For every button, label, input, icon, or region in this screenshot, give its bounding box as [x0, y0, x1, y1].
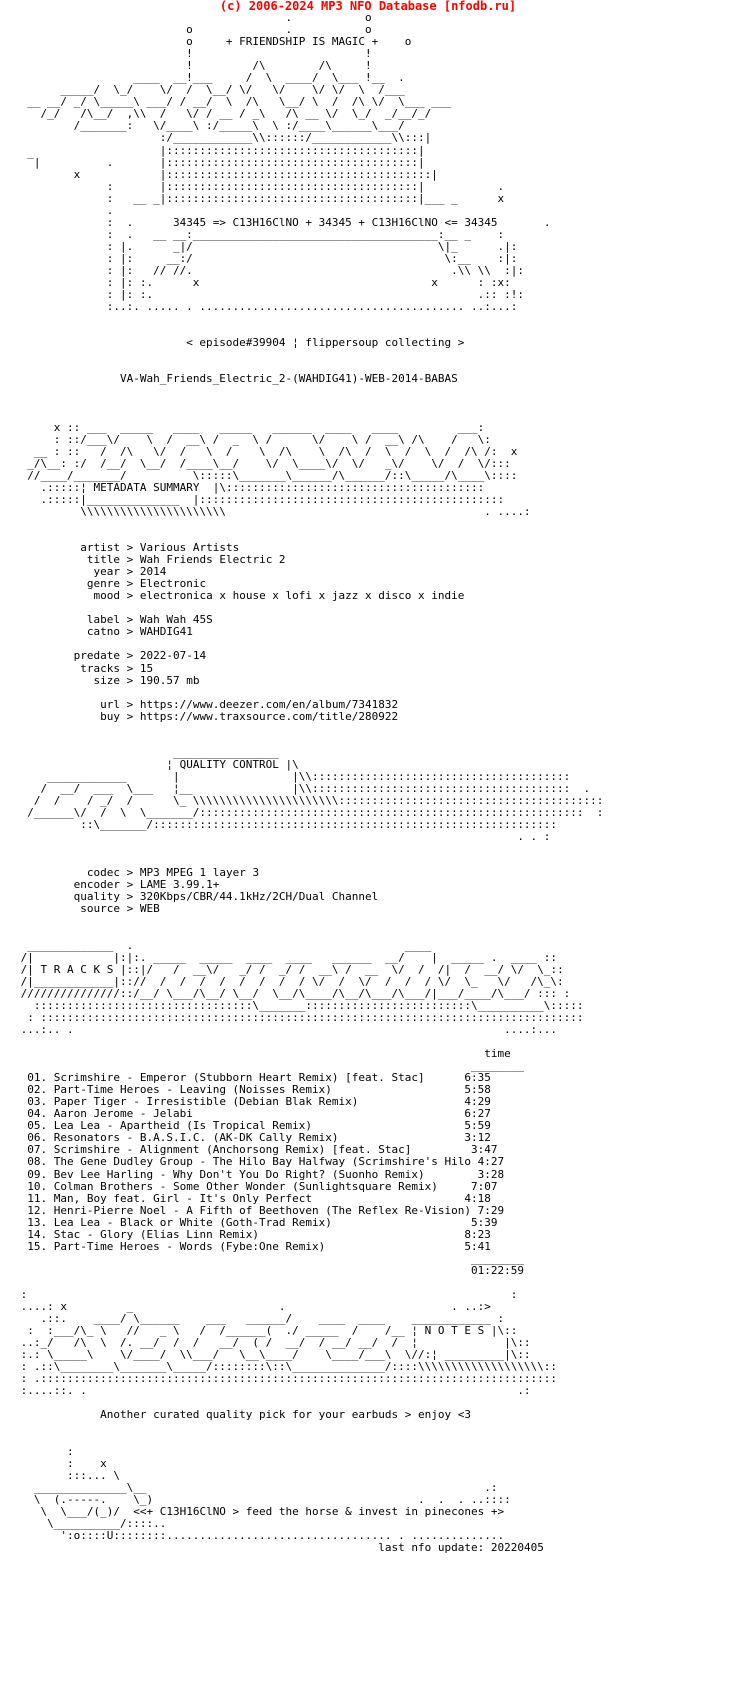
meta-key-buy: buy: [100, 709, 120, 723]
track-time: 5:41: [464, 1239, 491, 1253]
copyright-text: (c) 2006-2024 MP3 NFO Database [nfodb.ru]: [219, 0, 517, 13]
track-time: 5:59: [464, 1119, 491, 1133]
meta-key-mood: mood: [93, 589, 120, 603]
meta-key-label: label: [86, 613, 120, 627]
track-title: Lea Lea - Black or White (Goth-Trad Remix): [53, 1215, 332, 1229]
track-no: 03.: [27, 1095, 48, 1109]
release-name: VA-Wah_Friends_Electric_2-(WAHDIG41)-WEB-2014-BABAS: [119, 372, 458, 386]
track-time: 3:47: [470, 1143, 498, 1157]
track-time: 3:28: [477, 1167, 505, 1181]
meta-value-predate: 2022-07-14: [139, 649, 207, 663]
meta-key-artist: artist: [80, 541, 120, 555]
tracks-heading: T R A C K S: [40, 962, 114, 976]
qc-value-codec: MP3 MPEG 1 layer 3: [139, 866, 260, 880]
qc-key-source: source: [80, 902, 120, 916]
meta-key-tracks: tracks: [80, 661, 120, 675]
notes-heading: N O T E S: [424, 1324, 485, 1338]
track-title: Part-Time Heroes - Words (Fybe:One Remix): [53, 1239, 326, 1253]
meta-value-artist: Various Artists: [139, 541, 240, 555]
track-time: 4:18: [464, 1191, 491, 1205]
track-title: Paper Tiger - Irresistible (Debian Blak Remix): [53, 1095, 359, 1109]
track-title: Colman Brothers - Some Other Wonder (Sunlightsquare Remix): [53, 1179, 438, 1193]
episode-line: < episode#39904 ¦ flippersoup collecting >: [186, 336, 465, 350]
track-title: Scrimshire - Emperor (Stubborn Heart Remix) [feat. Stac]: [53, 1071, 425, 1085]
nfo-document: . o o . o o + FRIENDSHIP IS MAGIC + o ! ! ! /\ /\ ! ____ __!___ / \ ____/ \___ !__ . _____/ \_/ \/ / \__/ \/ \/ \/ \/ \ /___ __ __/ _/ \_____\ ___/ / __/ \ /\ \__/ \ / /\ \/ \___ ___ /_/ /\__/ ,\\ / \/ / __ / _\ /\ __ \/ \_/ _/__/_/ /_______: \/____\ :/_____\ \ :/____\______\___/ :/____________\\::::::/____________\\:::| |::::::::::::::::::::::::::::::::::::::| ‾| . |::::::::::::::::::::::::::::::::::::::| x |::::::::::::::::::::::::::::::::::::::::| : |::::::::::::::::::::::::::::::::::::::| . : __ _|::::::::::::::::::::::::::::::::::::::|___ _ x . : . 34345 => C13H16ClNO + 34345 + C13H16ClNO <= 34345 . : . __ __:_____________________________________:__ _ : : |. _|/ \|_ .|: : |: __:/ \:__ :|: : |: // //. .\\ \\ :|: : |: :. x x : :x: : |: :. .:: :!: :..:. ..... . ........................................ ..:...: < episode#39904 ¦ flippersoup collecting > VA-Wah_Friends_Electric_2-(WAHDIG41)-WEB-2014-BABAS x :: ___ _____ ____ _____ ______ ____ ____ ___: : ::/___\/ \ / __\ / _ \ / \/ \ / __\ /\ / \: __ : :: / /\ \/ / \ / \ /\ \ /\ / \ / \ / /\ /: x _/\__: :/ /__/ \__/ /____\__/ \/ \____\/ \/ _\/ \/ / \/::: //____/_______/ \:::::\_______\______/\______/::\_____/\____\:::: .:::::¦ METADATA SUMMARY |\::::::::::::::::::::::::::::::::::::::: .:::::|______________ |:::::::::::::::::::::::::::::::::::::::::::::: \\\\\\\\\\\\\\\\\\\\\\ . ....: artist > Various Artists title > Wah Friends Electric 2 year > 2014 genre > Electronic mood > electronica x house x lofi x jazz x disco x indie label > Wah Wah 45S catno > WAHDIG41 predate > 2022-07-14 tracks > 15 size > 190.57 mb url > https://www.deezer.com/en/album/7341832 buy > https://www.traxsource.com/title/280922 ________________ ¦ QUALITY CONTROL |\ ____________ | |\\::::::::::::::::::::::::::::::::::::::: / __/ ___ \___ ¦__ |\\::::::::::::::::::::::::::::::::::::::: . / / / _/ / \_ \\\\\\\\\\\\\\\\\\\\\\:::::::::::::::::::::::::::::::::::::::: /______\/ / \ \_______/:::::::::::::::::::::::::::::::::::::::::::::::::::::::::: : ::\_______/::::::::::::::::::::::::::::::::::::::::::::::::::::::::::::: . . : codec > MP3 MPEG 1 layer 3 encoder > LAME 3.99.1+ quality > 320Kbps/CBR/44.1kHz/2CH/Dual Channel source > WEB _____________ . ____ /| |:|:. _____ _____ ____ ____ ______ __/ | _____ . ____ :: /| T R A C K S |::|/ / __\/ _/ / _/ / __\ / __ \/ / /| / __/ \/ \_:: /|____________|::// / / / / / / / / \/ / \/ / / / \/ \_ \/ /\_\: ///////////////::/__/ \___/\__/ \__/ \__/\____/\__/\___/\___/|___/____/\___/ ::: : :::::::::::::::::::::::::::::::::\_______:::::::::::::::::::::::::\__________\::::: : :::::::::::::::::::::::::::::::::::::::::::::::::::::::::::::::::::::::::::::::::: ...:.. . ....:... time ________ 01. Scrimshire - Emperor (Stubborn Heart Remix) [feat. Stac] 6:35 02. Part-Time Heroes - Leaving (Noisses Remix) 5:58 03. Paper Tiger - Irresistible (Debian Blak Remix) 4:29 04. Aaron Jerome - Jelabi 6:27 05. Lea Lea - Apartheid (Is Tropical Remix) 5:59 06. Resonators - B.A.S.I.C. (AK-DK Cally Remix) 3:12 07. Scrimshire - Alignment (Anchorsong Remix) [feat. Stac] 3:47 08. The Gene Dudley Group - The Hilo Bay Halfway (Scrimshire's Hilo 4:27 09. Bev Lee Harling - Why Don't You Do Right? (Suonho Remix) 3:28 10. Colman Brothers - Some Other Wonder (Sunlightsquare Remix) 7:07 11. Man, Boy feat. Girl - It's Only Perfect 4:18 12. Henri-Pierre Noel - A Fifth of Beethoven (The Reflex Re-Vision) 7:29 13. Lea Lea - Black or White (Goth-Trad Remix) 5:39 14. Stac - Glory (Elias Linn Remix) 8:23 15. Part-Time Heroes - Words (Fybe:One Remix) 5:41 ________ 01:22:59 : : ....: x _ . . ..:> .::. ____/ \______ ___ ______/ ____ ____ ____________ : : :___/\_ \ // _ \ / /______( ./ _____ / /__ ¦ N O T E S |\:: ..:_/ /\ \ /. __/ / / __/ ( / __/ / __/ __/ / ¦ |\:: :.: \_____\ \/____/ \\___/ \__\____/ \____/___\ \//:¦ _________|\:: : .::\________\_______\_____/::::::::\::\______________/::::\\\\\\\\\\\\\\\\\\\:: : .:::::::::::::::::::::::::::::::::::::::::::::::::::::::::::::::::::::::::::::: :....::. . .: Another curated quality pick for your earbuds > enjoy <3 : : x :::... \ ______________\__ .: \ (.-----. \_) . . . ..:::: \ \___/(_)/ <<+ C13H16ClNO > feed the horse & invest in pinecones +> \__________/::::.. ':o::::U::::::::.................................. . .............. last nfo update: 20220405: [20, 11, 604, 1554]
meta-value-catno: WAHDIG41: [139, 625, 193, 639]
meta-value-genre: Electronic: [139, 577, 207, 591]
track-no: 13.: [27, 1215, 48, 1229]
track-time: 6:27: [464, 1107, 491, 1121]
meta-value-size: 190.57 mb: [139, 673, 200, 687]
track-title: Resonators - B.A.S.I.C. (AK-DK Cally Remix): [53, 1131, 339, 1145]
slogan: + FRIENDSHIP IS MAGIC +: [225, 35, 379, 49]
meta-value-tracks: 15: [139, 661, 154, 675]
meta-key-year: year: [93, 565, 120, 579]
qc-key-codec: codec: [86, 866, 120, 880]
track-time: 3:12: [464, 1131, 491, 1145]
track-no: 01.: [27, 1071, 48, 1085]
track-title: Man, Boy feat. Girl - It's Only Perfect: [53, 1191, 313, 1205]
metadata-heading: METADATA SUMMARY: [93, 480, 200, 494]
track-title: Stac - Glory (Elias Linn Remix): [53, 1227, 260, 1241]
meta-value-buy[interactable]: https://www.traxsource.com/title/280922: [139, 709, 399, 723]
track-title: Bev Lee Harling - Why Don't You Do Right? (Suonho Remix): [53, 1167, 425, 1181]
qc-value-encoder: LAME 3.99.1+: [139, 878, 220, 892]
tracks-total: 01:22:59: [470, 1263, 524, 1277]
tracks-time-header: time: [484, 1047, 511, 1061]
meta-value-mood: electronica x house x lofi x jazz x disco x indie: [139, 589, 465, 603]
track-time: 5:39: [470, 1215, 498, 1229]
track-time: 4:27: [477, 1155, 505, 1169]
qc-key-quality: quality: [73, 890, 120, 904]
meta-value-url[interactable]: https://www.deezer.com/en/album/7341832: [139, 697, 399, 711]
track-no: 14.: [27, 1227, 48, 1241]
track-time: 5:58: [464, 1083, 491, 1097]
track-no: 05.: [27, 1119, 48, 1133]
track-no: 09.: [27, 1167, 48, 1181]
quality-heading: QUALITY CONTROL: [179, 757, 279, 771]
meta-key-title: title: [86, 553, 120, 567]
track-title: Aaron Jerome - Jelabi: [53, 1107, 193, 1121]
track-no: 10.: [27, 1179, 48, 1193]
track-time: 6:35: [464, 1071, 491, 1085]
track-title: Henri-Pierre Noel - A Fifth of Beethoven (The Reflex Re-Vision): [53, 1203, 471, 1217]
meta-key-catno: catno: [86, 625, 120, 639]
notes-text: Another curated quality pick for your earbuds > enjoy <3: [100, 1408, 471, 1422]
track-time: 7:29: [477, 1203, 505, 1217]
formula: 34345 => C13H16ClNO + 34345 + C13H16ClNO <= 34345: [172, 215, 498, 229]
meta-value-title: Wah Friends Electric 2: [139, 553, 286, 567]
track-no: 08.: [27, 1155, 48, 1169]
meta-key-url: url: [100, 697, 120, 711]
meta-value-year: 2014: [139, 565, 167, 579]
track-no: 06.: [27, 1131, 48, 1145]
track-title: Scrimshire - Alignment (Anchorsong Remix) [feat. Stac]: [53, 1143, 412, 1157]
qc-key-encoder: encoder: [73, 878, 120, 892]
meta-key-size: size: [93, 673, 120, 687]
track-time: 8:23: [464, 1227, 491, 1241]
track-time: 7:07: [470, 1179, 498, 1193]
meta-key-genre: genre: [86, 577, 120, 591]
qc-value-quality: 320Kbps/CBR/44.1kHz/2CH/Dual Channel: [139, 890, 379, 904]
track-title: The Gene Dudley Group - The Hilo Bay Halfway (Scrimshire's Hilo: [53, 1155, 471, 1169]
track-no: 15.: [27, 1239, 48, 1253]
meta-value-label: Wah Wah 45S: [139, 613, 213, 627]
track-no: 04.: [27, 1107, 48, 1121]
track-title: Lea Lea - Apartheid (Is Tropical Remix): [53, 1119, 313, 1133]
qc-value-source: WEB: [139, 902, 160, 916]
track-no: 07.: [27, 1143, 48, 1157]
last-update: last nfo update: 20220405: [378, 1540, 544, 1554]
track-no: 11.: [27, 1191, 48, 1205]
track-no: 02.: [27, 1083, 48, 1097]
meta-key-predate: predate: [73, 649, 120, 663]
track-title: Part-Time Heroes - Leaving (Noisses Remix): [53, 1083, 332, 1097]
footer-tagline: <<+ C13H16ClNO > feed the horse & invest in pinecones +>: [133, 1504, 505, 1518]
track-time: 4:29: [464, 1095, 491, 1109]
track-no: 12.: [27, 1203, 48, 1217]
